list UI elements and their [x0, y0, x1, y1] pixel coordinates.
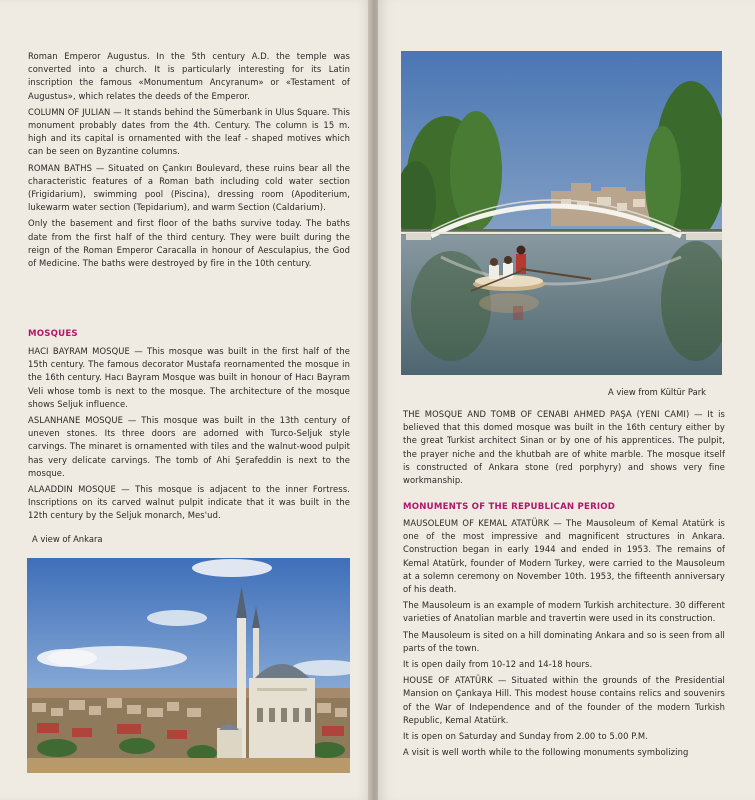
mosques-heading: MOSQUES	[28, 329, 78, 339]
left-top-text	[28, 50, 350, 273]
paragraph: ALAADDIN MOSQUE — This mosque is adjacent to the inner Fortress. Inscriptions on its carved walnut pulpit indicate that it was built in the 12th century by the Seljuk monarch, Mes'ud.	[28, 484, 350, 521]
paragraph: It is open daily from 10-12 and 14-18 hours.	[403, 659, 593, 670]
paragraph: COLUMN OF JULIAN — It stands behind the Sümerbank in Ulus Square. This monument probably dates from the 4th. Century. The column is 15 m. high and its capital is ornamented with the leaf - shaped motives which can be seen on Byzantine columns.	[28, 106, 350, 157]
paragraph: Roman Emperor Augustus. In the 5th century A.D. the temple was converted into a church. It is particularly interesting for its Latin inscription the famous «Monumentum Ancyranum» or «Testament of Augustus», which relates the deeds of the Emperor.	[28, 51, 350, 101]
paragraph: THE MOSQUE AND TOMB OF CENABI AHMED PAŞA (YENI CAMI) — It is believed that this domed mosque was built in the 16th century either by the great Turkist architect Sinan or by one of his apprentices. The pulpit, the prayer niche and the khutbah are of white marble. The mosque itself is constructed of Ankara stone (red porphyry) and shows very fine workmanship.	[403, 409, 725, 486]
mosques-text	[28, 345, 350, 526]
right-top-text	[403, 408, 725, 490]
paragraph: MAUSOLEUM OF KEMAL ATATÜRK — The Mausoleum of Kemal Atatürk is one of the most impressive and magnificent structures in Ankara. Construction began in early 1944 and ended in 1953. The remains of Kemal Atatürk, founder of Modern Turkey, were carried to the Mausoleum at a solemn ceremony on November 10th. 1953, the fifteenth anniversary of his death.	[403, 518, 725, 595]
paragraph: Only the basement and first floor of the baths survive today. The baths date from the first half of the third century. They were built during the reign of the Roman Emperor Caracalla in honour of Aesculapius, the God of Medicine. The baths were destroyed by fire in the 10th century.	[28, 218, 350, 269]
photo-caption: A view of Ankara	[32, 534, 103, 544]
monuments-text	[403, 517, 725, 762]
paragraph: HACI BAYRAM MOSQUE — This mosque was built in the first half of the 15th century. The famous decorator Mustafa reornamented the mosque in the 16th century. Hacı Bayram Mosque was built in honour of Hacı Bayram Veli whose tomb is next to the mosque. The architecture of the mosque shows Seljuk influence.	[28, 346, 350, 409]
paragraph: ASLANHANE MOSQUE — This mosque was built in the 13th century of uneven stones. Its three doors are adorned with Turco-Seljuk style carvings. The minaret is ornamented with tiles and the walnut-wood pulpit has very delicate carvings. The tomb of Ahi Şerafeddin is next to the mosque.	[28, 415, 350, 478]
ankara-photo	[27, 558, 350, 773]
kultur-park-photo	[401, 51, 722, 375]
paragraph: The Mausoleum is sited on a hill dominating Ankara and so is seen from all parts of the town.	[403, 629, 725, 653]
paragraph: A visit is well worth while to the following monuments symbolizing	[403, 747, 689, 758]
paragraph: ROMAN BATHS — Situated on Çankırı Boulevard, these ruins bear all the characteristic features of a Roman bath including cold water section (Frigidarium), swimming pool (Piscina), dressing room (Apoditerium, lukewarm water section (Tepidarium), and warm Section (Caldarium).	[28, 162, 350, 213]
photo-caption: A view from Kültür Park	[608, 387, 706, 397]
paragraph: HOUSE OF ATATÜRK — Situated within the grounds of the Presidential Mansion on Çankaya Hill. This modest house contains relics and souvenirs of the War of Independence and of the founder of the modern Turkish Republic, Kemal Atatürk.	[403, 675, 725, 725]
paragraph: It is open on Saturday and Sunday from 2.00 to 5.00 P.M.	[403, 731, 648, 742]
paragraph: The Mausoleum is an example of modern Turkish architecture. 30 different varieties of Anatolian marble and travertin were used in its construction.	[403, 600, 725, 624]
monuments-heading: MONUMENTS OF THE REPUBLICAN PERIOD	[403, 502, 616, 512]
left-page	[0, 0, 372, 800]
